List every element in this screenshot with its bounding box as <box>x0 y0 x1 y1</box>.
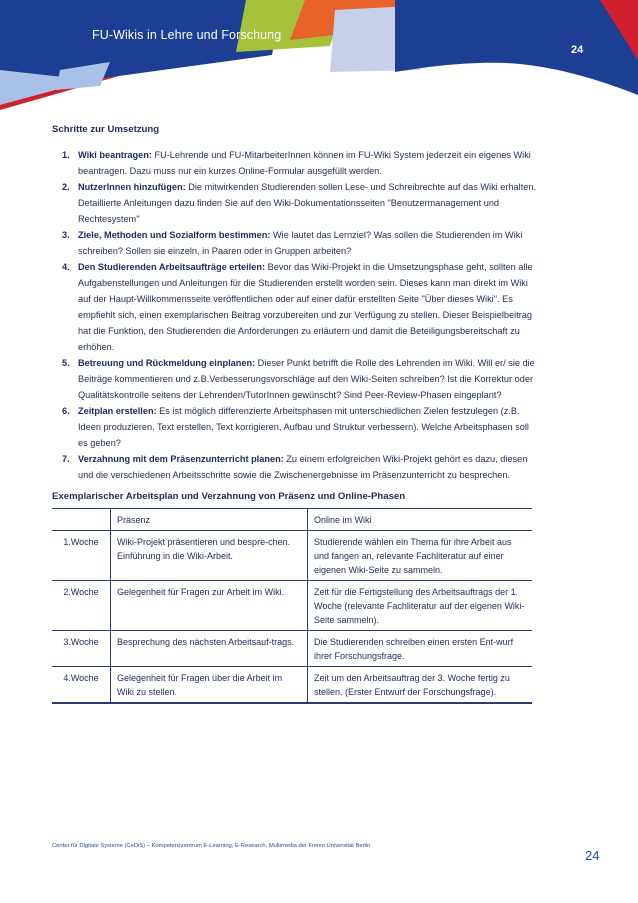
work-plan-table <box>52 508 532 704</box>
section-title-plan: Exemplarischer Arbeitsplan und Verzahnung von Präsenz und Online-Phasen <box>52 491 406 502</box>
table-row <box>52 581 532 631</box>
praesenz-cell: Gelegenheit für Fragen über die Arbeit im Wiki zu stellen. <box>111 667 308 704</box>
step-text: Die mitwirkenden Studierenden sollen Lese- und Schreibrechte auf das Wiki erhalten. Detaillierte Anleitungen dazu finden Sie auf den Wiki-Dokumentationsseiten "Benutzermanagement und Rechtesystem" <box>78 182 537 224</box>
step-number: 1. <box>62 150 70 160</box>
praesenz-cell: Gelegenheit für Fragen zur Arbeit im Wiki. <box>111 581 308 631</box>
week-cell: 1.Woche <box>52 531 111 581</box>
column-header-online: Online im Wiki <box>308 509 533 531</box>
online-cell: Zeit für die Fertigstellung des Arbeitsauftrags der 1. Woche (relevante Fachliteratur auf der eigenen Wiki-Seite sammeln). <box>308 581 533 631</box>
week-cell: 4.Woche <box>52 667 111 704</box>
praesenz-cell: Wiki-Projekt präsentieren und bespre-chen. Einführung in die Wiki-Arbeit. <box>111 531 308 581</box>
step-text: Bevor das Wiki-Projekt in die Umsetzungsphase geht, sollten alle Aufgabenstellungen und Anleitungen für die Studierenden erstellt worden sein. Dieses kann man direkt im Wiki auf der Haupt-Willkommensseite veröffentlichen oder auf einer dafür erstellten Seite "Über dieses Wiki". Es empfiehlt sich, einen exemplarischen Beitrag vorzubereiten und zur Verfügung zu stellen. Dieser Beispielbeitrag hat die Funktion, den Studierenden die Anforderungen zu erläutern und damit die Beteiligungsbereitschaft zu erhöhen. <box>78 262 533 352</box>
step-lead: NutzerInnen hinzufügen: <box>78 182 186 192</box>
footer-page-number: 24 <box>585 848 600 863</box>
step-number: 4. <box>62 262 70 272</box>
praesenz-cell: Besprechung des nächsten Arbeitsauf-trags. <box>111 631 308 667</box>
page-header <box>0 0 638 112</box>
list-item <box>52 179 540 227</box>
step-text: Es ist möglich differenzierte Arbeitsphasen mit unterschiedlichen Zielen festzulegen (z.B. Ideen produzieren, Text erstellen, Text korrigieren, Aufbau und Struktur verbessern). Welche Arbeitsphasen soll es geben? <box>78 406 529 448</box>
step-lead: Den Studierenden Arbeitsaufträge erteilen: <box>78 262 266 272</box>
step-lead: Betreuung und Rückmeldung einplanen: <box>78 358 256 368</box>
online-cell: Die Studierenden schreiben einen ersten Ent-wurf ihrer Forschungsfrage. <box>308 631 533 667</box>
table-row <box>52 631 532 667</box>
step-text: Wie lautet das Lernziel? Was sollen die Studierenden im Wiki schreiben? Sollen sie einzeln, in Paaren oder in Gruppen arbeiten? <box>78 230 523 256</box>
step-text: Zu einem erfolgreichen Wiki-Projekt gehört es dazu, diesen und die verschiedenen Arbeitsschritte sowie die Zwischenergebnisse im Präsenzunterricht zu besprechen. <box>78 454 528 480</box>
table-row <box>52 667 532 704</box>
list-item <box>52 227 540 259</box>
list-item <box>52 355 540 403</box>
table-header-row <box>52 509 532 531</box>
step-text: FU-Lehrende und FU-MitarbeiterInnen können im FU-Wiki System jederzeit ein eigenes Wiki beantragen. Dazu muss nur ein kurzes Online-Formular ausgefüllt werden. <box>78 150 531 176</box>
header-page-number: 24 <box>571 44 584 56</box>
step-text: Dieser Punkt betrifft die Rolle des Lehrenden im Wiki. Will er/ sie die Beiträge kommentieren und z.B.Verbesserungsvorschläge auf den Wiki-Seiten schreiben? Ist die Korrektur oder Qualitätskontrolle seitens der Lehrenden/TutorInnen gewünscht? Sind Peer-Review-Phasen eingeplant? <box>78 358 535 400</box>
online-cell: Zeit um den Arbeitsauftrag der 3. Woche fertig zu stellen. (Erster Entwurf der Forschungsfrage). <box>308 667 533 704</box>
header-title: FU-Wikis in Lehre und Forschung <box>92 28 282 42</box>
steps-list <box>52 147 540 483</box>
column-header-praesenz: Präsenz <box>111 509 308 531</box>
table-row <box>52 531 532 581</box>
step-number: 3. <box>62 230 70 240</box>
step-lead: Wiki beantragen: <box>78 150 152 160</box>
list-item <box>52 403 540 451</box>
step-number: 2. <box>62 182 70 192</box>
list-item <box>52 259 540 355</box>
footer-text: Center für Digitale Systeme (CeDiS) – Kompetenzzentrum E-Learning, E-Research, Multimedia der Freien Universität Berlin <box>52 843 371 849</box>
main-content <box>52 124 540 704</box>
online-cell: Studierende wählen ein Thema für ihre Arbeit aus und fangen an, relevante Fachliteratur auf einer eigenen Wiki-Seite zu sammeln. <box>308 531 533 581</box>
step-lead: Verzahnung mit dem Präsenzunterricht planen: <box>78 454 284 464</box>
step-number: 7. <box>62 454 70 464</box>
section-title-steps: Schritte zur Umsetzung <box>52 124 160 135</box>
week-cell: 3.Woche <box>52 631 111 667</box>
list-item <box>52 147 540 179</box>
list-item <box>52 451 540 483</box>
week-cell: 2.Woche <box>52 581 111 631</box>
header-graphic <box>0 0 638 112</box>
step-lead: Zeitplan erstellen: <box>78 406 157 416</box>
step-number: 5. <box>62 358 70 368</box>
step-number: 6. <box>62 406 70 416</box>
step-lead: Ziele, Methoden und Sozialform bestimmen: <box>78 230 271 240</box>
column-header-week <box>52 509 111 531</box>
